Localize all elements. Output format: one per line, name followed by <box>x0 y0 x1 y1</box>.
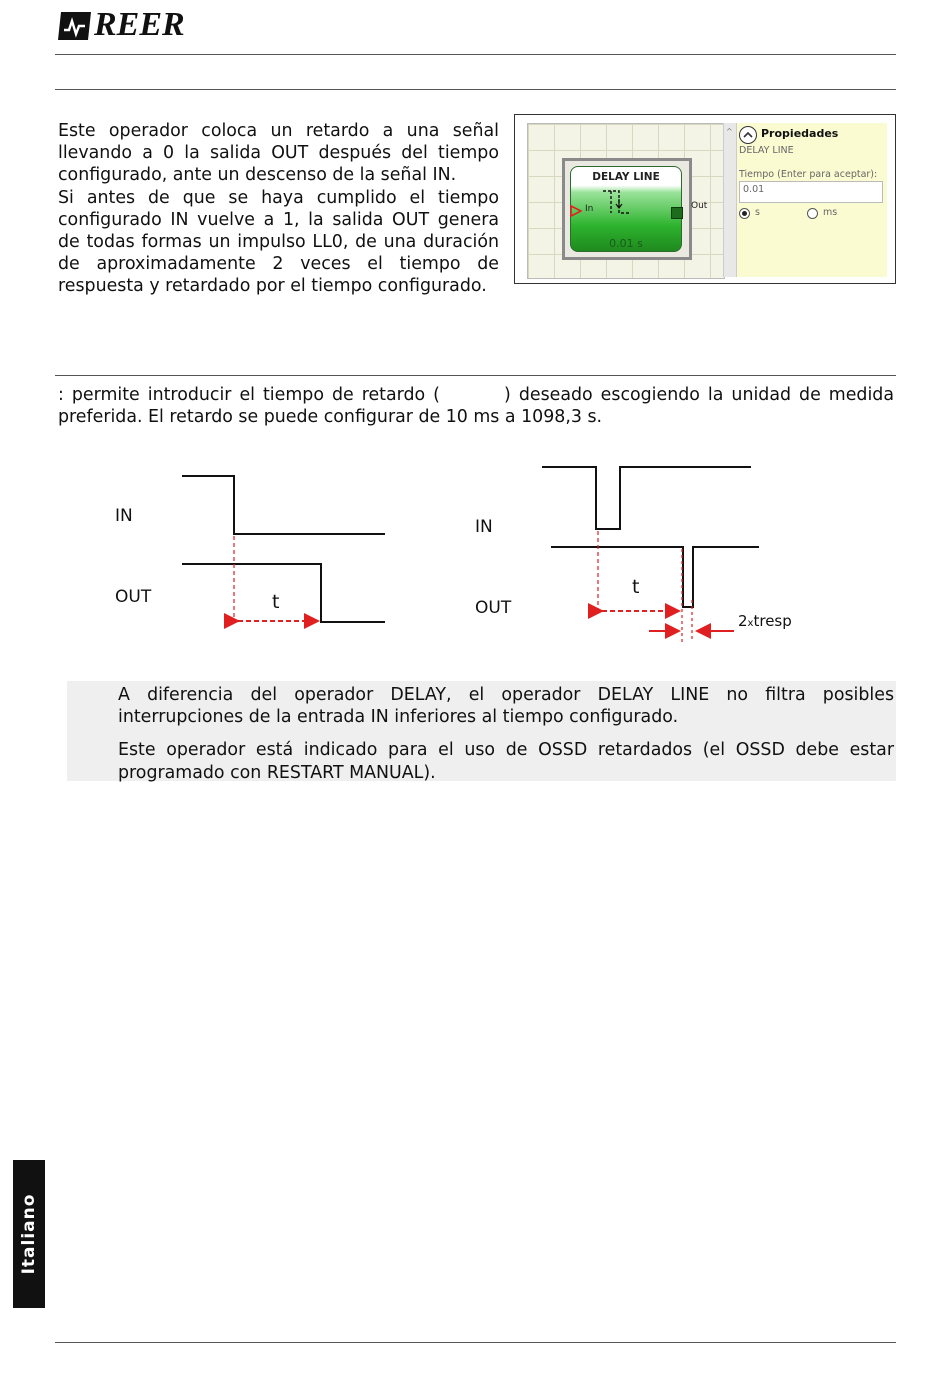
section-rule-top <box>55 89 896 90</box>
collapse-icon[interactable] <box>739 126 757 144</box>
parameters-text: : permite introducir el tiempo de retardo ( ) deseado escogiendo la unidad de medida preferida. El retardo se puede configurar de 10 ms a 1098,3 s. <box>58 385 900 428</box>
right-out-label: OUT <box>475 598 512 618</box>
input-pin-icon[interactable] <box>570 205 582 217</box>
left-delay-label: t <box>272 591 280 613</box>
radio-unselected-icon <box>807 208 818 219</box>
properties-title: Propiedades <box>761 127 839 140</box>
design-canvas <box>527 123 725 279</box>
left-out-signal <box>182 564 385 622</box>
right-out-signal <box>551 547 759 607</box>
intro-paragraph-2: Si antes de que se haya cumplido el tiempo configurado IN vuelve a 1, la salida OUT genera de todas formas un impulso LL0, de una duración de aproximadamente 2 veces el tiempo de respuesta y retardado por el tiempo configurado. <box>58 187 499 297</box>
note-text <box>118 684 894 784</box>
left-out-label: OUT <box>115 587 152 607</box>
canvas-scrollbar[interactable] <box>723 123 736 277</box>
unit-radio-s[interactable] <box>739 207 795 221</box>
right-timing-diagram <box>475 467 792 642</box>
operator-block-frame[interactable] <box>562 158 692 260</box>
delay-symbol-icon <box>599 183 639 223</box>
radio-selected-icon <box>739 208 750 219</box>
block-output-label: Out <box>691 201 708 211</box>
section-rule-parameters <box>55 375 896 376</box>
note-paragraph-2: Este operador está indicado para el uso de OSSD retardados (el OSSD debe estar programado con RESTART MANUAL). <box>118 740 894 783</box>
logo-mark-icon <box>58 10 92 42</box>
intro-paragraph-1: Este operador coloca un retardo a una señal llevando a 0 la salida OUT después del tiempo configurado, ante un descenso de la señal IN. <box>58 121 499 186</box>
block-title: DELAY LINE <box>592 171 660 183</box>
left-in-signal <box>182 476 385 534</box>
software-screenshot <box>514 114 896 284</box>
output-pin-icon[interactable] <box>671 207 683 219</box>
note-box <box>67 681 896 781</box>
properties-panel <box>736 123 887 277</box>
unit-radio-ms[interactable] <box>807 207 863 221</box>
time-input-value: 0.01 <box>743 184 765 195</box>
pulse-duration-label: 2xtresp <box>738 612 792 630</box>
time-field-label: Tiempo (Enter para aceptar): <box>739 169 878 180</box>
reer-logo <box>58 8 188 44</box>
left-in-label: IN <box>115 506 133 526</box>
block-time-value: 0.01 s <box>609 237 643 250</box>
brand-name: REER <box>94 6 185 43</box>
delay-line-block[interactable] <box>570 166 682 252</box>
block-input-label: In <box>585 204 594 214</box>
footer-rule <box>55 1342 896 1343</box>
operator-name: DELAY LINE <box>739 145 794 156</box>
left-timing-diagram <box>115 476 385 622</box>
language-label: Italiano <box>19 1193 39 1275</box>
right-in-label: IN <box>475 517 493 537</box>
time-input[interactable] <box>739 181 883 203</box>
right-delay-label: t <box>632 576 640 598</box>
timing-diagrams <box>0 450 950 650</box>
intro-text <box>58 120 499 298</box>
scroll-up-icon[interactable]: ^ <box>726 127 733 136</box>
language-tab <box>13 1160 45 1308</box>
unit-s-label: s <box>755 207 760 218</box>
note-paragraph-1: A diferencia del operador DELAY, el operador DELAY LINE no filtra posibles interrupciones de la entrada IN inferiores al tiempo configurado. <box>118 685 894 728</box>
unit-ms-label: ms <box>823 207 838 218</box>
right-in-signal <box>542 467 751 529</box>
header-rule <box>55 54 896 55</box>
